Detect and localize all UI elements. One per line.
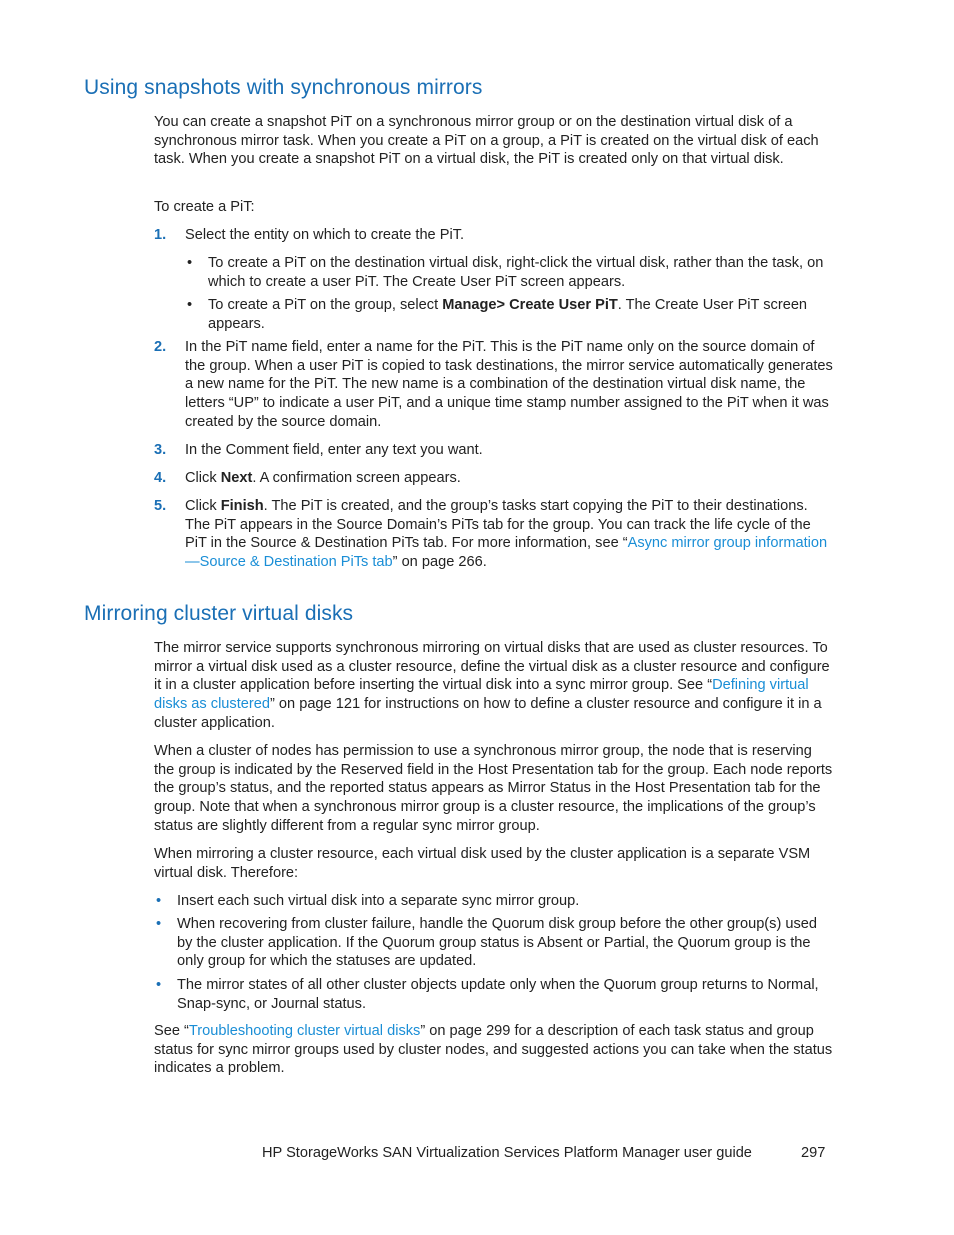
step-text: Click Next. A confirmation screen appears. xyxy=(185,470,461,486)
async-mirror-link[interactable]: Async mirror group information—Source & Destination PiTs tab xyxy=(185,535,828,571)
step-number: 1. xyxy=(154,227,167,243)
cluster-paragraph-3: When mirroring a cluster resource, each virtual disk used by the cluster application is a separate VSM virtual disk. Therefore: xyxy=(154,846,811,881)
cluster-paragraph-4: See “Troubleshooting cluster virtual disks” on page 299 for a description of each task status and group status for sync mirror groups used by cluster nodes, and suggested actions you can take when the status indicates a problem. xyxy=(154,1023,833,1077)
defining-virtual-disks-link[interactable]: Defining virtual disks as clustered xyxy=(154,677,809,713)
bullet-text: When recovering from cluster failure, handle the Quorum disk group before the other group(s) used by the cluster application. If the Quorum group status is Absent or Partial, the Quorum group is the only group for which the statuses are updated. xyxy=(177,916,818,970)
bullet-marker: • xyxy=(187,297,193,313)
finish-label: Finish xyxy=(220,498,264,514)
menu-path: Manage> Create User PiT xyxy=(442,297,618,313)
step-text: In the PiT name field, enter a name for the PiT. This is the PiT name only on the source domain of the group. When a user PiT is copied to task destinations, the mirror service automatically generates a new name for the PiT. The new name is a combination of the destination virtual disk name, the letters “UP” to indicate a user PiT, and a unique time stamp number assigned to the PiT when it was created by the source domain. xyxy=(185,339,833,430)
step-number: 3. xyxy=(154,442,167,458)
step-number: 2. xyxy=(154,339,167,355)
intro-paragraph: You can create a snapshot PiT on a synchronous mirror group or on the destination virtual disk of a synchronous mirror task. When you create a PiT on a group, a PiT is created on the virtual disk of each task. When you create a snapshot PiT on a virtual disk, the PiT is created only on that virtual disk. xyxy=(154,114,819,168)
bullet-text: Insert each such virtual disk into a separate sync mirror group. xyxy=(177,893,580,909)
sub-bullet-text: To create a PiT on the group, select Manage> Create User PiT. The Create User PiT screen appears. xyxy=(208,297,808,332)
step-number: 4. xyxy=(154,470,167,486)
next-label: Next xyxy=(220,470,253,486)
footer-title: HP StorageWorks SAN Virtualization Services Platform Manager user guide xyxy=(262,1145,752,1161)
sub-bullet-text: To create a PiT on the destination virtual disk, right-click the virtual disk, rather than the task, on which to create a user PiT. The Create User PiT screen appears. xyxy=(208,255,824,290)
cluster-paragraph-2: When a cluster of nodes has permission to use a synchronous mirror group, the node that is reserving the group is indicated by the Reserved field in the Host Presentation tab for the group. Each node reports the group’s status, and the reported status appears as Mirror Status in the Host Presentation tab for the group. Note that when a synchronous mirror group is a cluster resource, the implications of the group’s status are slightly different from a regular sync mirror group. xyxy=(154,743,833,834)
bullet-marker: • xyxy=(156,893,162,909)
bullet-text: The mirror states of all other cluster objects update only when the Quorum group returns to Normal, Snap-sync, or Journal status. xyxy=(177,977,819,1012)
page-number: 297 xyxy=(801,1145,826,1161)
lead-paragraph: To create a PiT: xyxy=(154,199,255,215)
bullet-marker: • xyxy=(156,916,162,932)
bullet-marker: • xyxy=(156,977,162,993)
section-heading-snapshots: Using snapshots with synchronous mirrors xyxy=(84,76,483,99)
step-text: Click Finish. The PiT is created, and the group’s tasks start copying the PiT to their destinations. The PiT appears in the Source Domain’s PiTs tab for the group. You can track the life cycle of the PiT in the Source & Destination PiTs tab. For more information, see “Async mirror group information—Source & Destination PiTs tab” on page 266. xyxy=(185,498,828,571)
cluster-paragraph-1: The mirror service supports synchronous mirroring on virtual disks that are used as cluster resources. To mirror a virtual disk used as a cluster resource, define the virtual disk as a cluster resource and configure it in a cluster application before inserting the virtual disk into a sync mirror group. See “Defining virtual disks as clustered” on page 121 for instructions on how to define a cluster resource and configure it in a cluster application. xyxy=(154,640,830,731)
troubleshooting-link[interactable]: Troubleshooting cluster virtual disks xyxy=(188,1023,421,1039)
section-heading-cluster: Mirroring cluster virtual disks xyxy=(84,602,354,625)
step-text: Select the entity on which to create the PiT. xyxy=(185,227,465,243)
bullet-marker: • xyxy=(187,255,193,271)
step-number: 5. xyxy=(154,498,167,514)
step-text: In the Comment field, enter any text you want. xyxy=(185,442,483,458)
